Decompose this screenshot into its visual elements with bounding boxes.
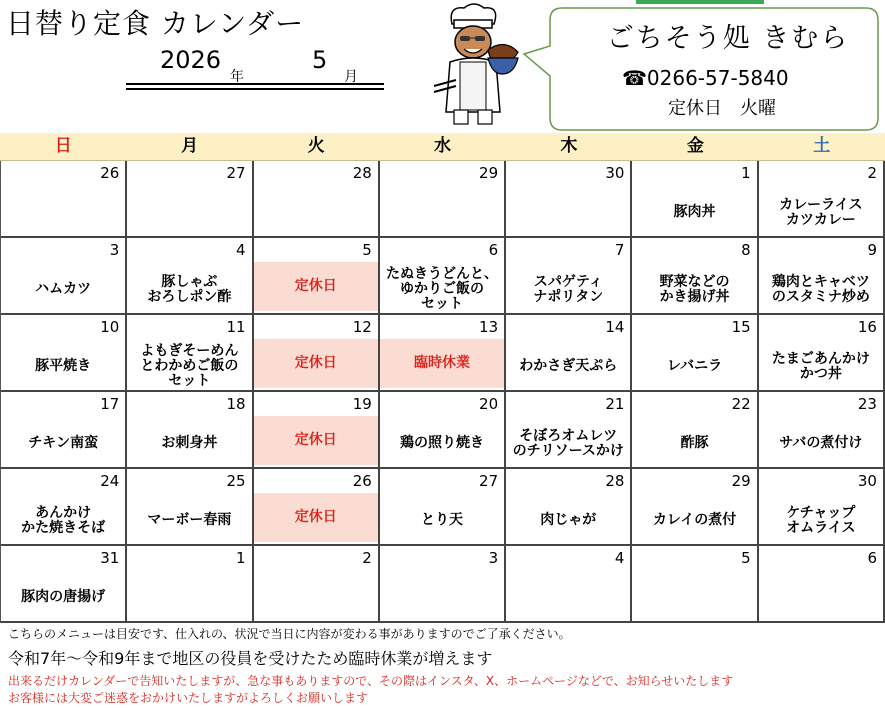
year-month <box>126 44 384 88</box>
closed-label: 定休日 <box>254 416 378 465</box>
day-number: 2 <box>867 164 877 182</box>
day-number: 12 <box>352 318 372 336</box>
weekday-fri: 金 <box>686 136 704 156</box>
holiday-label: 定休日 <box>668 98 722 119</box>
notes <box>8 625 878 706</box>
day-menu <box>632 568 756 621</box>
day-menu: あんかけ かた焼きそば <box>21 504 106 536</box>
weekday-wed: 水 <box>433 136 451 156</box>
underline <box>126 83 384 85</box>
day-number: 3 <box>488 549 499 567</box>
day-menu: 野菜などの かき揚げ丼 <box>659 273 730 305</box>
day-cell <box>1 161 127 238</box>
shop-info-bubble <box>522 6 880 132</box>
day-menu <box>254 183 378 236</box>
day-number: 28 <box>605 472 625 490</box>
weekday-header <box>0 133 885 161</box>
day-cell <box>506 315 632 392</box>
day-cell <box>127 469 253 546</box>
note-announcement: 出来るだけカレンダーで告知いたしますが、急な事もありますので、その際はインスタ、X、ホームページなどで、お知らせいたします <box>8 674 734 688</box>
day-cell <box>254 546 380 623</box>
year-unit: 年 <box>230 69 244 85</box>
day-number: 29 <box>479 164 499 182</box>
day-number: 15 <box>731 318 751 336</box>
day-cell <box>759 315 885 392</box>
day-number: 30 <box>857 472 877 490</box>
day-number: 6 <box>867 549 877 567</box>
weekday-sun: 日 <box>54 136 72 156</box>
day-cell <box>254 469 380 546</box>
page-title: 日替り定食 カレンダー <box>6 7 305 40</box>
day-number: 14 <box>605 318 625 336</box>
day-cell <box>254 315 380 392</box>
note-menu-disclaimer: こちらのメニューは目安です、仕入れの、状況で当日に内容が変わる事がありますのでご了承ください。 <box>8 627 571 641</box>
closed-label: 定休日 <box>254 262 378 311</box>
shop-name: ごちそう処 きむら <box>606 23 850 54</box>
day-number: 18 <box>226 395 246 413</box>
day-number: 23 <box>857 395 877 413</box>
day-menu: ハムカツ <box>35 281 92 297</box>
day-menu: カレーライス カツカレー <box>779 196 863 228</box>
day-number: 27 <box>479 472 499 490</box>
day-number: 2 <box>362 549 372 567</box>
day-number: 17 <box>100 395 120 413</box>
day-number: 5 <box>362 241 372 259</box>
day-number: 22 <box>731 395 751 413</box>
day-menu: 豚肉丼 <box>673 204 716 220</box>
day-menu: スパゲティ ナポリタン <box>533 273 604 305</box>
day-menu: 肉じゃが <box>540 512 597 528</box>
day-cell <box>759 392 885 469</box>
day-cell <box>1 392 127 469</box>
day-cell <box>380 469 506 546</box>
day-number: 31 <box>100 549 120 567</box>
day-cell <box>632 238 758 315</box>
day-cell <box>127 315 253 392</box>
day-number: 8 <box>741 241 751 259</box>
closed-label: 定休日 <box>254 339 378 388</box>
day-number: 11 <box>226 318 246 336</box>
day-menu: たまごあんかけ かつ丼 <box>771 350 870 382</box>
month-value: 5 <box>312 46 328 74</box>
weekday-tue: 火 <box>307 136 325 156</box>
day-cell <box>759 469 885 546</box>
day-menu: ケチャップ オムライス <box>786 504 856 536</box>
day-cell <box>127 238 253 315</box>
day-cell <box>759 546 885 623</box>
day-number: 24 <box>100 472 120 490</box>
day-menu: マーボー春雨 <box>147 512 232 528</box>
month-unit: 月 <box>344 69 358 85</box>
day-number: 5 <box>741 549 751 567</box>
day-number: 19 <box>352 395 372 413</box>
day-number: 4 <box>236 241 246 259</box>
day-menu: 豚平焼き <box>35 358 92 374</box>
day-number: 10 <box>100 318 120 336</box>
day-cell <box>380 392 506 469</box>
day-cell <box>759 161 885 238</box>
day-menu: 酢豚 <box>680 435 709 451</box>
day-cell <box>632 161 758 238</box>
day-number: 26 <box>100 164 120 182</box>
day-number: 13 <box>479 318 499 336</box>
shop-phone: ☎0266-57-5840 <box>622 66 789 90</box>
day-cell <box>1 315 127 392</box>
day-menu <box>127 568 251 621</box>
day-menu: 豚肉の唐揚げ <box>21 589 106 605</box>
day-menu <box>380 183 504 236</box>
day-cell <box>380 315 506 392</box>
day-cell <box>380 161 506 238</box>
day-number: 25 <box>226 472 246 490</box>
day-cell <box>506 161 632 238</box>
day-menu <box>506 568 630 621</box>
day-cell <box>632 315 758 392</box>
day-menu: 鶏肉とキャベツ のスタミナ炒め <box>771 273 870 305</box>
day-menu: カレイの煮付 <box>652 512 737 528</box>
day-menu <box>380 568 504 621</box>
day-menu <box>1 183 125 236</box>
day-menu: 豚しゃぶ おろしポン酢 <box>147 273 232 305</box>
day-cell <box>1 546 127 623</box>
day-menu: そぼろオムレツ のチリソースかけ <box>512 427 624 459</box>
day-cell <box>254 161 380 238</box>
day-number: 1 <box>236 549 246 567</box>
day-menu: たぬきうどんと、 ゆかりご飯の セット <box>385 266 498 312</box>
day-number: 21 <box>605 395 625 413</box>
day-cell <box>127 546 253 623</box>
day-menu <box>759 568 883 621</box>
weekday-mon: 月 <box>181 136 199 156</box>
day-menu <box>254 568 378 621</box>
note-apology: お客様には大変ご迷惑をおかけいたしますがよろしくお願いします <box>8 691 369 705</box>
day-number: 1 <box>741 164 751 182</box>
day-number: 28 <box>352 164 372 182</box>
chef-illustration <box>430 2 522 128</box>
day-number: 3 <box>109 241 120 259</box>
weekday-sat: 土 <box>813 136 831 156</box>
calendar <box>0 133 885 623</box>
day-menu: 鶏の照り焼き <box>399 435 484 451</box>
day-cell <box>254 392 380 469</box>
weekday-thu: 木 <box>560 136 578 156</box>
day-number: 16 <box>857 318 877 336</box>
day-cell <box>380 546 506 623</box>
day-number: 4 <box>614 549 625 567</box>
closed-label: 定休日 <box>254 493 378 542</box>
day-cell <box>632 469 758 546</box>
day-menu: チキン南蛮 <box>28 435 99 451</box>
day-cell <box>632 546 758 623</box>
day-cell <box>1 469 127 546</box>
day-number: 20 <box>479 395 499 413</box>
day-number: 6 <box>488 241 499 259</box>
closed-label: 臨時休業 <box>380 339 504 388</box>
day-cell <box>1 238 127 315</box>
day-menu <box>127 183 251 236</box>
day-cell <box>506 546 632 623</box>
day-cell <box>127 392 253 469</box>
calendar-grid <box>0 161 885 623</box>
day-menu: お刺身丼 <box>161 435 218 451</box>
day-number: 29 <box>731 472 751 490</box>
day-number: 30 <box>605 164 625 182</box>
day-cell <box>254 238 380 315</box>
day-cell <box>506 469 632 546</box>
underline <box>126 88 384 90</box>
year-value: 2026 <box>160 46 222 74</box>
day-cell <box>506 238 632 315</box>
day-menu: わかさぎ天ぷら <box>519 358 618 374</box>
day-cell <box>632 392 758 469</box>
day-cell <box>127 161 253 238</box>
day-number: 26 <box>352 472 372 490</box>
day-number: 27 <box>226 164 246 182</box>
holiday-day: 火曜 <box>740 98 776 119</box>
note-temporary-closure: 令和7年～令和9年まで地区の役員を受けたため臨時休業が増えます <box>8 649 493 668</box>
day-cell <box>380 238 506 315</box>
regular-holiday <box>668 94 776 120</box>
day-cell <box>759 238 885 315</box>
day-menu: よもぎそーめん とわかめご飯の セット <box>140 343 239 389</box>
day-menu: サバの煮付け <box>779 435 863 451</box>
day-menu <box>506 183 630 236</box>
day-number: 9 <box>867 241 877 259</box>
day-number: 7 <box>614 241 625 259</box>
day-cell <box>506 392 632 469</box>
day-menu: とり天 <box>420 512 463 528</box>
top-accent-bar <box>636 0 764 4</box>
day-menu: レバニラ <box>667 358 723 374</box>
